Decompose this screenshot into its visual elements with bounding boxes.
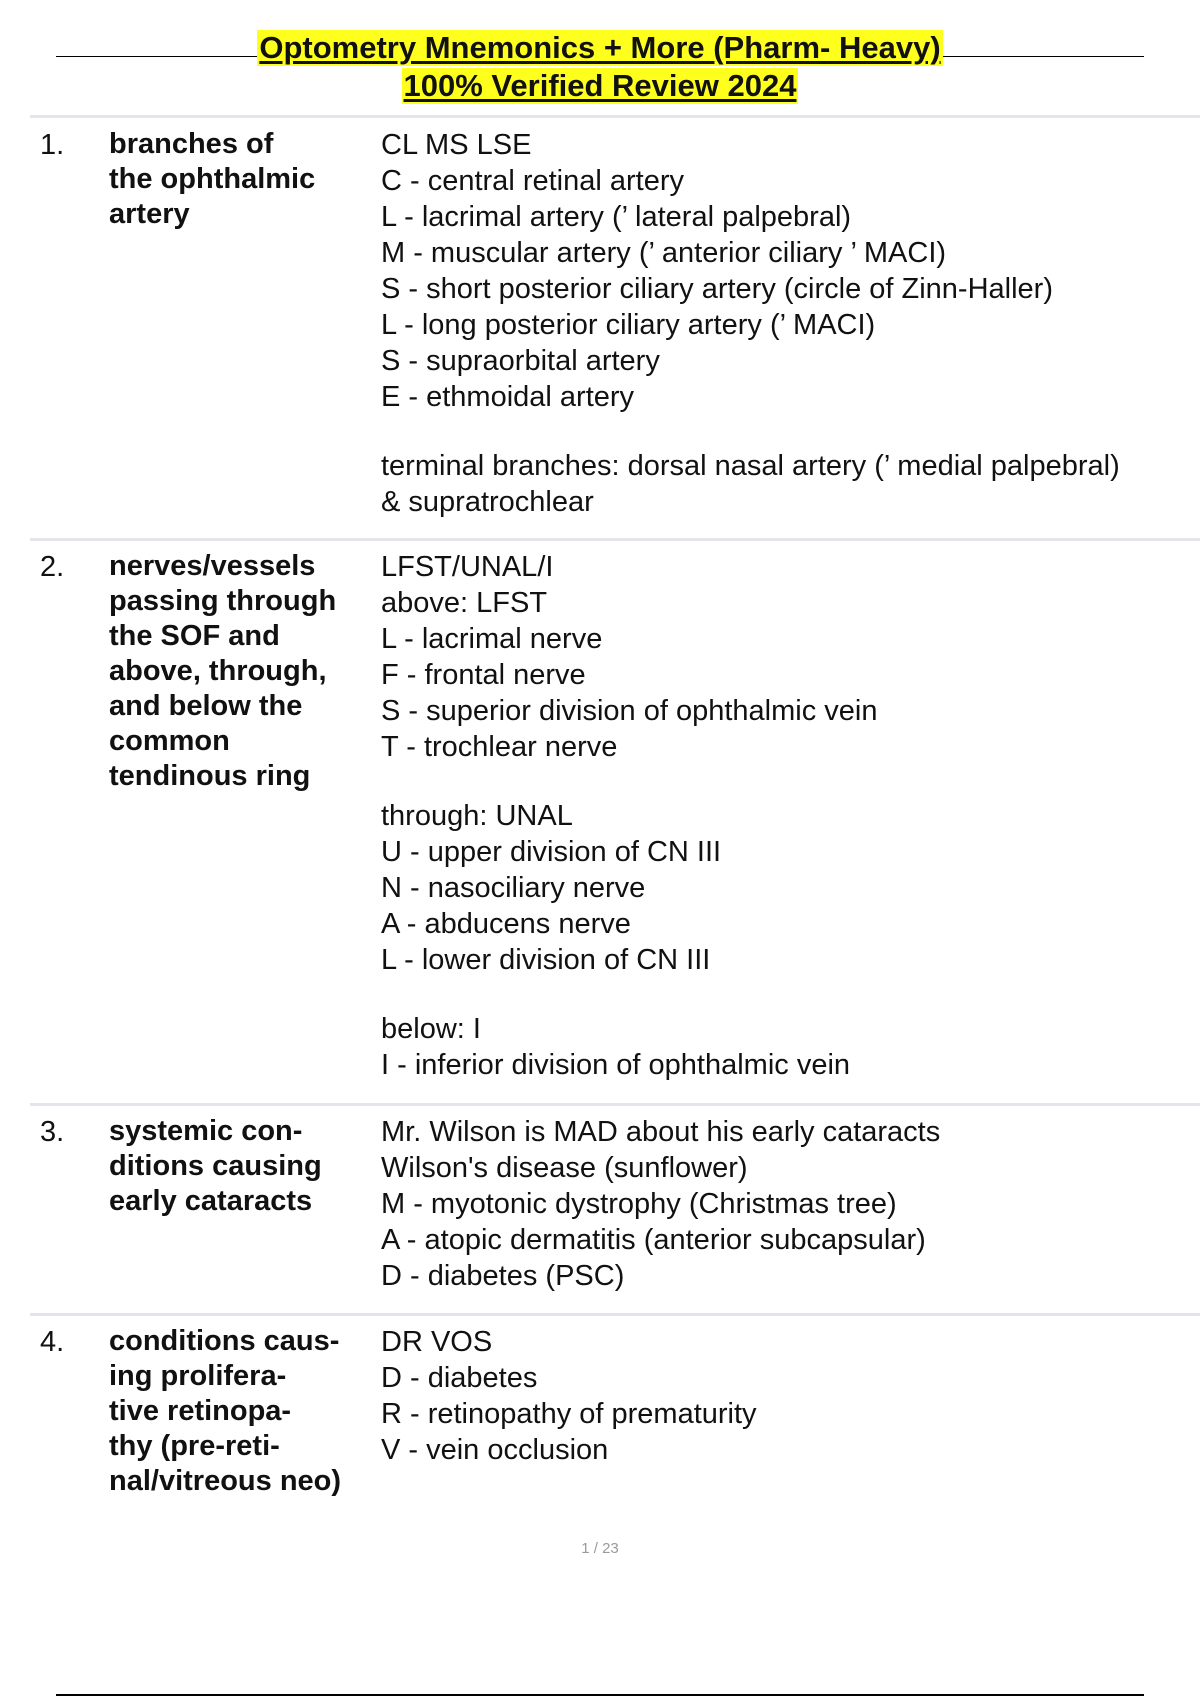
row-divider [30,115,1200,118]
term-line: the ophthalmic [109,163,316,195]
term-line: tive retinopa- [109,1395,292,1427]
term-line: tendinous ring [109,760,311,792]
definition-line: above: LFST [381,587,548,619]
term-line: and below the [109,690,303,722]
definition-line: L - lacrimal nerve [381,623,603,655]
card-term [109,1324,369,1499]
card-term [109,127,369,232]
definition-line: V - vein occlusion [381,1434,609,1466]
definition-line: & supratrochlear [381,486,594,518]
row-divider [30,1313,1200,1316]
definition-line: S - superior division of ophthalmic vein [381,695,878,727]
term-line: early cataracts [109,1185,313,1217]
definition-line: CL MS LSE [381,129,532,161]
term-line: ditions causing [109,1150,322,1182]
term-line: nal/vitreous neo) [109,1465,342,1497]
card-definition [381,549,1200,1083]
page-number: 1 / 23 [581,1540,619,1557]
definition-line: D - diabetes [381,1362,538,1394]
bottom-rule [56,1694,1144,1696]
definition-line: S - supraorbital artery [381,345,660,377]
term-line: passing through [109,585,337,617]
definition-line: Mr. Wilson is MAD about his early cataracts [381,1116,941,1148]
row-divider [30,1103,1200,1106]
definition-line: terminal branches: dorsal nasal artery (’ medial palpebral) [381,450,1120,482]
card-number: 2. [40,551,65,583]
definition-line: E - ethmoidal artery [381,381,635,413]
term-line: the SOF and [109,620,280,652]
card-term [109,549,369,794]
definition-spacer [381,765,1200,798]
definition-line: T - trochlear nerve [381,731,618,763]
title-line-2: 100% Verified Review 2024 [403,68,797,103]
definition-line: F - frontal nerve [381,659,586,691]
definition-spacer [381,415,1200,448]
definition-line: S - short posterior ciliary artery (circle of Zinn-Haller) [381,273,1053,305]
definition-line: M - myotonic dystrophy (Christmas tree) [381,1188,897,1220]
definition-line: LFST/UNAL/I [381,551,554,583]
row-divider [30,538,1200,541]
term-line: systemic con- [109,1115,303,1147]
definition-line: M - muscular artery (’ anterior ciliary ’ MACI) [381,237,947,269]
definition-line: D - diabetes (PSC) [381,1260,625,1292]
definition-line: below: I [381,1013,481,1045]
definition-line: A - abducens nerve [381,908,631,940]
card-definition [381,1324,1200,1468]
definition-line: Wilson's disease (sunflower) [381,1152,748,1184]
definition-line: L - lower division of CN III [381,944,711,976]
definition-line: L - long posterior ciliary artery (’ MACI) [381,309,876,341]
card-number: 1. [40,129,65,161]
definition-line: A - atopic dermatitis (anterior subcapsular) [381,1224,926,1256]
definition-spacer [381,978,1200,1011]
term-line: branches of [109,128,274,160]
definition-line: L - lacrimal artery (’ lateral palpebral) [381,201,852,233]
card-term [109,1114,369,1219]
definition-line: DR VOS [381,1326,493,1358]
term-line: conditions caus- [109,1325,340,1357]
term-line: above, through, [109,655,327,687]
term-line: nerves/vessels [109,550,316,582]
term-line: thy (pre-reti- [109,1430,280,1462]
term-line: ing prolifera- [109,1360,287,1392]
card-definition [381,127,1200,520]
definition-line: U - upper division of CN III [381,836,722,868]
definition-line: R - retinopathy of prematurity [381,1398,757,1430]
definition-line: I - inferior division of ophthalmic vein [381,1049,851,1081]
definition-line: C - central retinal artery [381,165,684,197]
card-number: 4. [40,1326,65,1358]
document-title [0,30,1200,104]
definition-line: through: UNAL [381,800,573,832]
term-line: common [109,725,230,757]
title-line-1: Optometry Mnemonics + More (Pharm- Heavy) [259,30,941,65]
card-number: 3. [40,1116,65,1148]
term-line: artery [109,198,190,230]
card-definition [381,1114,1200,1294]
definition-line: N - nasociliary nerve [381,872,646,904]
